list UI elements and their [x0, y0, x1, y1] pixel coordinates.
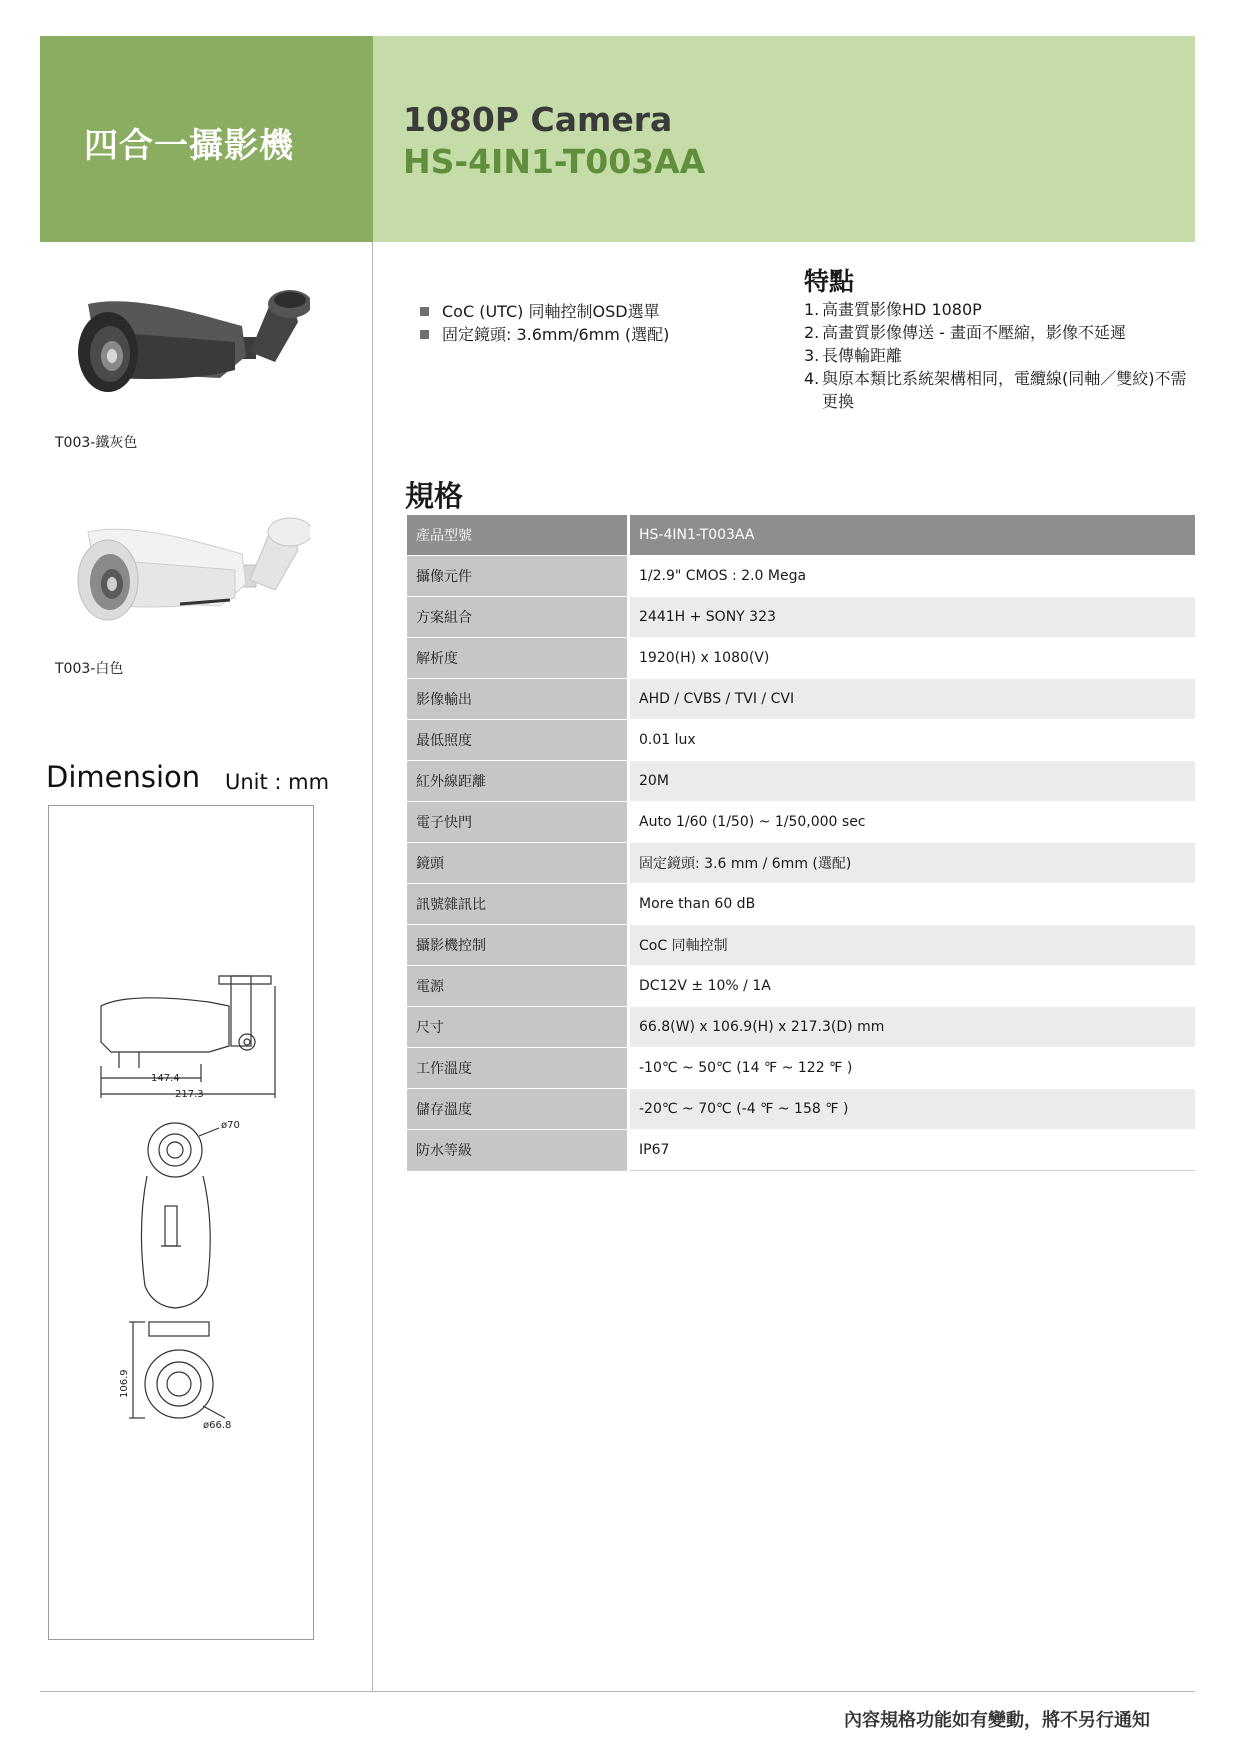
feature-item: 2. 高畫質影像傳送 - 畫面不壓縮，影像不延遲	[804, 323, 1126, 342]
table-row	[407, 1048, 1195, 1089]
dimension-label: ø66.8	[203, 1420, 232, 1431]
spec-key: 鏡頭	[407, 843, 629, 884]
product-title: 1080P Camera	[403, 100, 673, 139]
dimension-title: Dimension	[46, 760, 201, 794]
spec-key: 方案組合	[407, 597, 629, 638]
camera-image-grey	[70, 282, 310, 412]
spec-key: 解析度	[407, 638, 629, 679]
model-number: HS-4IN1-T003AA	[403, 142, 706, 181]
product-caption: T003-白色	[55, 661, 124, 677]
spec-value: DC12V ± 10% / 1A	[629, 966, 1196, 1007]
spec-key: 尺寸	[407, 1007, 629, 1048]
spec-value: AHD / CVBS / TVI / CVI	[629, 679, 1196, 720]
spec-title: 規格	[405, 479, 464, 513]
spec-key: 儲存溫度	[407, 1089, 629, 1130]
table-row	[407, 679, 1195, 720]
table-row	[407, 1007, 1195, 1048]
product-caption: T003-鐵灰色	[55, 435, 138, 451]
features-list	[804, 298, 1194, 413]
category-title: 四合一攝影機	[84, 126, 294, 166]
spec-value: 2441H + SONY 323	[629, 597, 1196, 638]
feature-item: 1. 高畫質影像HD 1080P	[804, 300, 982, 319]
dimension-drawing	[49, 806, 313, 1639]
column-divider	[372, 242, 373, 1692]
spec-key: 工作溫度	[407, 1048, 629, 1089]
table-row	[407, 802, 1195, 843]
spec-value: 固定鏡頭: 3.6 mm / 6mm (選配)	[629, 843, 1196, 884]
table-row	[407, 515, 1195, 556]
spec-key: 電源	[407, 966, 629, 1007]
table-row	[407, 720, 1195, 761]
table-row	[407, 843, 1195, 884]
spec-value: More than 60 dB	[629, 884, 1196, 925]
highlight-item: CoC (UTC) 同軸控制OSD選單	[418, 300, 669, 323]
table-row	[407, 597, 1195, 638]
features-title: 特點	[804, 267, 855, 296]
table-row	[407, 1130, 1195, 1171]
camera-image-white	[70, 510, 310, 640]
feature-item: 4. 與原本類比系統架構相同，電纜線(同軸／雙絞)不需更換	[804, 369, 1187, 411]
spec-key: 紅外線距離	[407, 761, 629, 802]
spec-value: 1/2.9" CMOS : 2.0 Mega	[629, 556, 1196, 597]
header-title-panel	[373, 36, 1195, 242]
spec-key: 電子快門	[407, 802, 629, 843]
spec-key: 產品型號	[407, 515, 629, 556]
dimension-drawing-frame	[48, 805, 314, 1640]
spec-key: 攝像元件	[407, 556, 629, 597]
dimension-label: 147.4	[151, 1073, 180, 1084]
dimension-label: ø70	[221, 1120, 240, 1131]
spec-key: 最低照度	[407, 720, 629, 761]
table-row	[407, 1089, 1195, 1130]
spec-key: 影像輸出	[407, 679, 629, 720]
spec-table	[407, 515, 1195, 1171]
spec-key: 攝影機控制	[407, 925, 629, 966]
footer-note: 內容規格功能如有變動，將不另行通知	[844, 1710, 1150, 1731]
spec-value: CoC 同軸控制	[629, 925, 1196, 966]
table-row	[407, 761, 1195, 802]
dimension-unit: Unit : mm	[225, 770, 330, 794]
spec-value: -20℃ ~ 70℃ (-4 ℉ ~ 158 ℉ )	[629, 1089, 1196, 1130]
spec-value: 20M	[629, 761, 1196, 802]
feature-item: 3. 長傳輸距離	[804, 346, 903, 365]
dimension-label: 217.3	[175, 1089, 204, 1100]
highlight-list	[418, 300, 669, 346]
spec-value: 66.8(W) x 106.9(H) x 217.3(D) mm	[629, 1007, 1196, 1048]
spec-key: 防水等級	[407, 1130, 629, 1171]
spec-value: 0.01 lux	[629, 720, 1196, 761]
spec-value: IP67	[629, 1130, 1196, 1171]
highlight-item: 固定鏡頭: 3.6mm/6mm (選配)	[418, 323, 669, 346]
table-row	[407, 966, 1195, 1007]
table-row	[407, 884, 1195, 925]
table-row	[407, 556, 1195, 597]
spec-value: HS-4IN1-T003AA	[629, 515, 1196, 556]
spec-value: -10℃ ~ 50℃ (14 ℉ ~ 122 ℉ )	[629, 1048, 1196, 1089]
table-row	[407, 925, 1195, 966]
spec-value: Auto 1/60 (1/50) ~ 1/50,000 sec	[629, 802, 1196, 843]
spec-key: 訊號雜訊比	[407, 884, 629, 925]
spec-value: 1920(H) x 1080(V)	[629, 638, 1196, 679]
dimension-label: 106.9	[119, 1369, 130, 1398]
table-row	[407, 638, 1195, 679]
footer-divider	[40, 1691, 1195, 1692]
